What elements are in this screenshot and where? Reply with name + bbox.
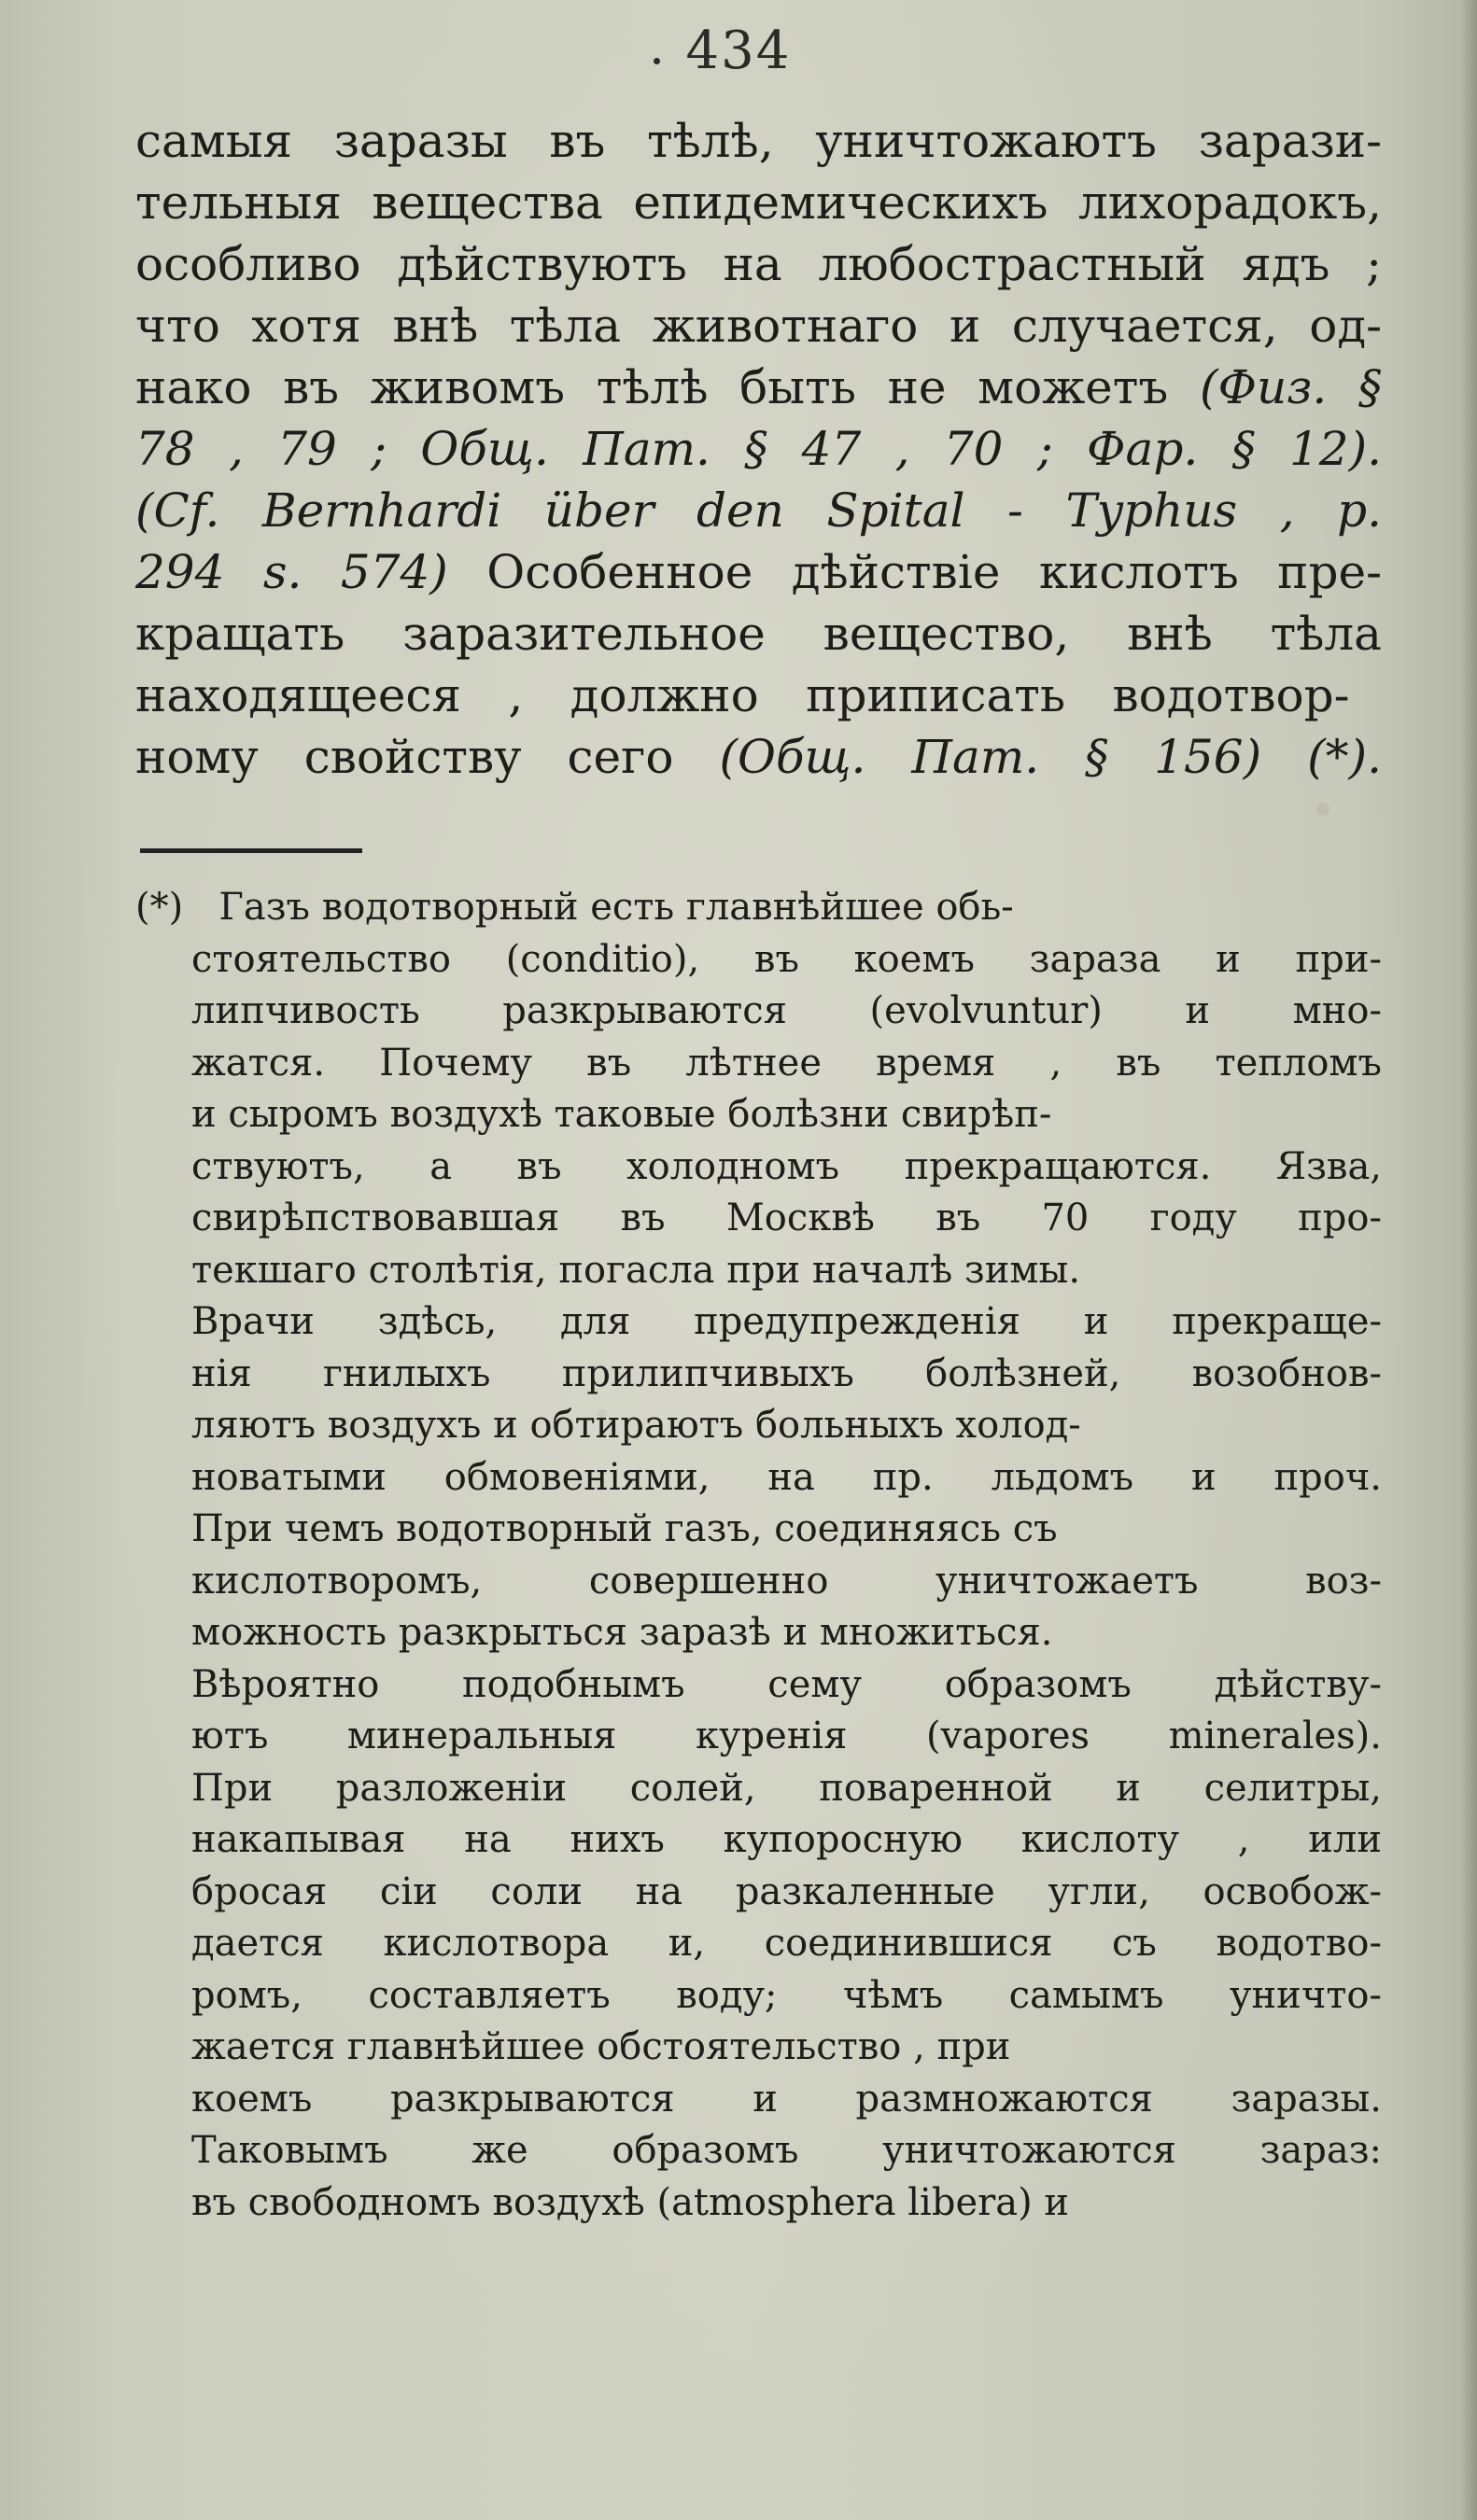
footnote-line-text: ромъ, составляетъ воду; чѣмъ самымъ уничто- xyxy=(191,1973,1382,2017)
footnote-line xyxy=(135,934,1382,987)
footnote-line xyxy=(135,1814,1382,1867)
page-number-dot xyxy=(654,58,660,64)
main-line xyxy=(135,726,1382,788)
footnote-line-text: Таковымъ же образомъ уничтожаются зараз: xyxy=(191,2129,1382,2172)
footnote-line-text: и сыромъ воздухѣ таковые болѣзни свирѣп- xyxy=(191,1093,1052,1136)
footnote-line xyxy=(135,1400,1382,1452)
main-line-text: тельныя вещества епидемическихъ лихорадокъ, xyxy=(135,175,1382,230)
footnote-line-text: Газъ водотворный есть главнѣйшее обь- xyxy=(218,886,1014,929)
footnote-line xyxy=(135,1970,1382,2023)
footnote-line-text: бросая сіи соли на разкаленные угли, освобож- xyxy=(191,1869,1382,1913)
footnote-line-text: стоятельство (conditio), въ коемъ зараза и при- xyxy=(191,937,1382,981)
footnote-line-text: кислотворомъ, совершенно уничтожаетъ воз- xyxy=(191,1559,1382,1603)
footnote-line-text: липчивость разкрываются (evolvuntur) и мно- xyxy=(191,989,1382,1032)
footnote-line-text: жается главнѣйшее обстоятельство , при xyxy=(191,2025,1011,2068)
footnote-marker: (*) xyxy=(135,886,184,929)
footnote-line-text: Вѣроятно подобнымъ сему образомъ дѣйству- xyxy=(191,1662,1382,1706)
footnote-line-text: можность разкрыться заразѣ и множиться. xyxy=(191,1611,1053,1654)
main-line xyxy=(135,603,1382,665)
main-line xyxy=(135,357,1382,418)
footnote-line-text: Врачи здѣсь, для предупрежденія и прекраще- xyxy=(191,1300,1382,1343)
footnote-line xyxy=(135,2125,1382,2177)
main-line xyxy=(135,480,1382,541)
main-line-text: Особенное дѣйствіе кислотъ пре- xyxy=(447,545,1382,599)
footnote-line xyxy=(135,1659,1382,1712)
footnote-line xyxy=(135,2177,1382,2230)
main-line-text: что хотя внѣ тѣла животнаго и случается, од- xyxy=(135,299,1382,353)
footnote-line xyxy=(135,1763,1382,1815)
footnote-line xyxy=(135,1038,1382,1090)
footnote-line xyxy=(135,1504,1382,1556)
footnote-line xyxy=(135,1193,1382,1245)
footnote-line xyxy=(135,1607,1382,1659)
footnote-line-text: въ свободномъ воздухѣ (atmosphera libera) и xyxy=(191,2180,1070,2224)
page-number-text: 434 xyxy=(685,21,792,81)
footnote-line xyxy=(135,1296,1382,1349)
footnote-line-text: свирѣпствовавшая въ Москвѣ въ 70 году про- xyxy=(191,1197,1382,1239)
footnote-line-text: ствуютъ, а въ холодномъ прекращаются. Язва, xyxy=(191,1144,1382,1188)
main-line xyxy=(135,172,1382,233)
footnote-divider xyxy=(140,848,362,853)
footnote-line-text: новатыми обмовеніями, на пр. льдомъ и проч. xyxy=(191,1455,1382,1499)
main-line xyxy=(135,541,1382,603)
main-line xyxy=(135,295,1382,357)
footnote-line xyxy=(135,1089,1382,1141)
footnote-line xyxy=(135,986,1382,1038)
footnote-line-text: ляютъ воздухъ и обтираютъ больныхъ холод- xyxy=(191,1404,1081,1447)
main-line-text: самыя заразы въ тѣлѣ, уничтожаютъ зарази- xyxy=(135,114,1382,168)
citation-text: 294 s. 574) xyxy=(135,545,448,599)
footnote-line xyxy=(135,1867,1382,1919)
footnote-line xyxy=(135,1452,1382,1505)
footnote-line xyxy=(135,1245,1382,1297)
footnote-line-text: При чемъ водотворный газъ, соединяясь съ xyxy=(191,1507,1058,1550)
page-edge-shadow xyxy=(1460,0,1477,2520)
footnote-line-text: дается кислотвора и, соединившися съ водотво- xyxy=(191,1922,1382,1965)
footnote-line xyxy=(135,2074,1382,2126)
main-line xyxy=(135,110,1382,172)
citation-text: (Общ. Пат. § 156) (*). xyxy=(719,730,1382,784)
footnote-line-text: накапывая на нихъ купоросную кислоту , или xyxy=(191,1818,1382,1861)
footnote-line xyxy=(135,1556,1382,1608)
citation-text: (Физ. § xyxy=(1199,360,1382,414)
footnote-line-text: ютъ минеральныя куренія (vapores minerales). xyxy=(191,1715,1382,1757)
main-text xyxy=(135,110,1382,788)
footnote-line xyxy=(135,1349,1382,1401)
footnote-line-text: нія гнилыхъ прилипчивыхъ болѣзней, возобнов- xyxy=(191,1351,1382,1395)
page-number xyxy=(0,21,1477,81)
footnote-line xyxy=(135,1918,1382,1970)
main-line-text: находящееся , должно приписать водотвор- xyxy=(135,668,1350,722)
footnote-line-text: текшаго столѣтія, погасла при началѣ зимы. xyxy=(191,1248,1081,1292)
main-line-text: кращать заразительное вещество, внѣ тѣла xyxy=(135,607,1382,661)
citation-text: 78 , 79 ; Общ. Пат. § 47 , 70 ; Фар. § 12). xyxy=(135,422,1382,476)
footnote-line xyxy=(135,1141,1382,1194)
main-line-text: ному свойству сего xyxy=(135,730,720,784)
footnote-line-text: коемъ разкрываются и размножаются заразы. xyxy=(191,2077,1382,2121)
main-line xyxy=(135,418,1382,480)
footnote xyxy=(135,882,1382,2229)
main-line xyxy=(135,665,1382,726)
footnote-line-text: жатся. Почему въ лѣтнее время , въ тепломъ xyxy=(191,1041,1382,1085)
footnote-line-text: При разложеніи солей, поваренной и селитры, xyxy=(191,1766,1382,1810)
main-line-text: особливо дѣйствуютъ на любострастный ядъ ; xyxy=(135,237,1382,291)
main-line xyxy=(135,233,1382,295)
footnote-line xyxy=(135,882,1382,934)
paper-spot xyxy=(1316,803,1329,816)
main-line-text: нако въ живомъ тѣлѣ быть не можетъ xyxy=(135,360,1200,414)
footnote-line xyxy=(135,1711,1382,1763)
citation-text: (Cf. Bernhardi über den Spital - Typhus , p. xyxy=(135,483,1382,538)
footnote-line xyxy=(135,2022,1382,2074)
